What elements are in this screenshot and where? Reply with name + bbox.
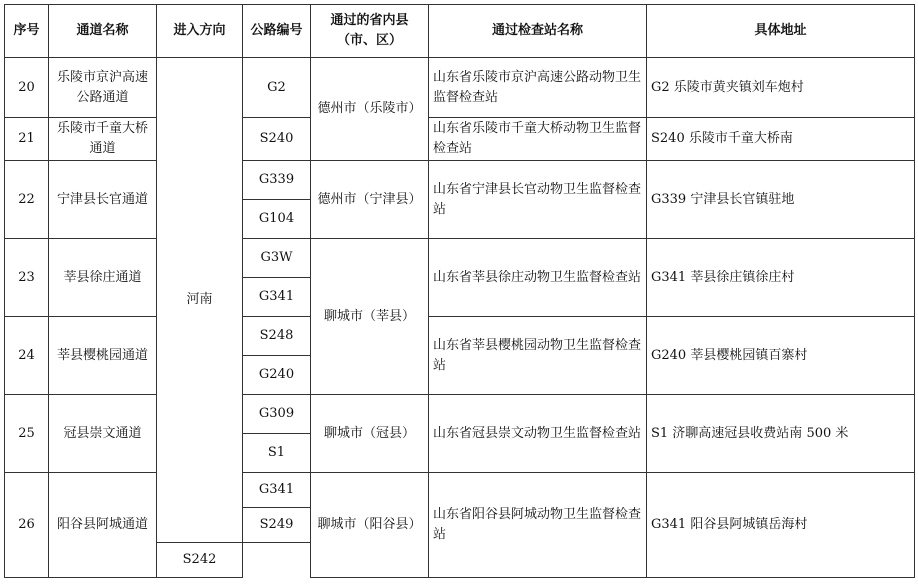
header-no: 序号	[5, 5, 49, 58]
table-row	[5, 317, 915, 356]
header-station: 通过检查站名称	[429, 5, 647, 58]
channel-name: 冠县崇文通道	[49, 395, 157, 473]
table-row	[5, 58, 915, 118]
table-row	[5, 239, 915, 278]
station-name: 山东省乐陵市千童大桥动物卫生监督检查站	[429, 118, 647, 161]
channel-name: 阳谷县阿城通道	[49, 473, 157, 578]
row-no: 21	[5, 118, 49, 161]
channel-name: 宁津县长官通道	[49, 161, 157, 239]
road-code: S248	[243, 317, 311, 356]
road-code: S242	[157, 543, 243, 578]
address-cell: G341 莘县徐庄镇徐庄村	[647, 239, 915, 317]
header-direction: 进入方向	[157, 5, 243, 58]
address-cell: G339 宁津县长官镇驻地	[647, 161, 915, 239]
address-cell: S1 济聊高速冠县收费站南 500 米	[647, 395, 915, 473]
header-name: 通道名称	[49, 5, 157, 58]
road-code: G339	[243, 161, 311, 200]
station-name: 山东省冠县崇文动物卫生监督检查站	[429, 395, 647, 473]
header-address: 具体地址	[647, 5, 915, 58]
road-code: G104	[243, 200, 311, 239]
row-no: 26	[5, 473, 49, 578]
station-name: 山东省阳谷县阿城动物卫生监督检查站	[429, 473, 647, 578]
station-name: 山东省乐陵市京沪高速公路动物卫生监督检查站	[429, 58, 647, 118]
road-code: G3W	[243, 239, 311, 278]
checkpoint-table	[4, 4, 915, 578]
road-code: G341	[243, 278, 311, 317]
address-cell: G2 乐陵市黄夹镇刘车炮村	[647, 58, 915, 118]
road-code: G240	[243, 356, 311, 395]
address-cell: S240 乐陵市千童大桥南	[647, 118, 915, 161]
row-no: 25	[5, 395, 49, 473]
table-row	[5, 473, 915, 508]
row-no: 22	[5, 161, 49, 239]
table-header	[5, 5, 915, 58]
row-no: 20	[5, 58, 49, 118]
header-row	[5, 5, 915, 58]
county-cell: 德州市（乐陵市）	[311, 58, 429, 161]
county-cell: 聊城市（阳谷县）	[311, 473, 429, 578]
row-no: 23	[5, 239, 49, 317]
direction-cell: 河南	[157, 58, 243, 543]
road-code: G341	[243, 473, 311, 508]
county-cell: 聊城市（冠县）	[311, 395, 429, 473]
channel-name: 乐陵市京沪高速公路通道	[49, 58, 157, 118]
road-code: G2	[243, 58, 311, 118]
row-no: 24	[5, 317, 49, 395]
channel-name: 莘县徐庄通道	[49, 239, 157, 317]
road-code: S240	[243, 118, 311, 161]
road-code: G309	[243, 395, 311, 434]
table-row	[5, 118, 915, 161]
header-road: 公路编号	[243, 5, 311, 58]
road-code: S249	[243, 508, 311, 543]
channel-name: 乐陵市千童大桥通道	[49, 118, 157, 161]
county-cell: 德州市（宁津县）	[311, 161, 429, 239]
county-cell: 聊城市（莘县）	[311, 239, 429, 395]
station-name: 山东省莘县樱桃园动物卫生监督检查站	[429, 317, 647, 395]
address-cell: G341 阳谷县阿城镇岳海村	[647, 473, 915, 578]
station-name: 山东省莘县徐庄动物卫生监督检查站	[429, 239, 647, 317]
station-name: 山东省宁津县长官动物卫生监督检查站	[429, 161, 647, 239]
road-code: S1	[243, 434, 311, 473]
address-cell: G240 莘县樱桃园镇百寨村	[647, 317, 915, 395]
table-row	[5, 395, 915, 434]
channel-name: 莘县樱桃园通道	[49, 317, 157, 395]
header-county: 通过的省内县（市、区）	[311, 5, 429, 58]
table-row	[5, 161, 915, 200]
